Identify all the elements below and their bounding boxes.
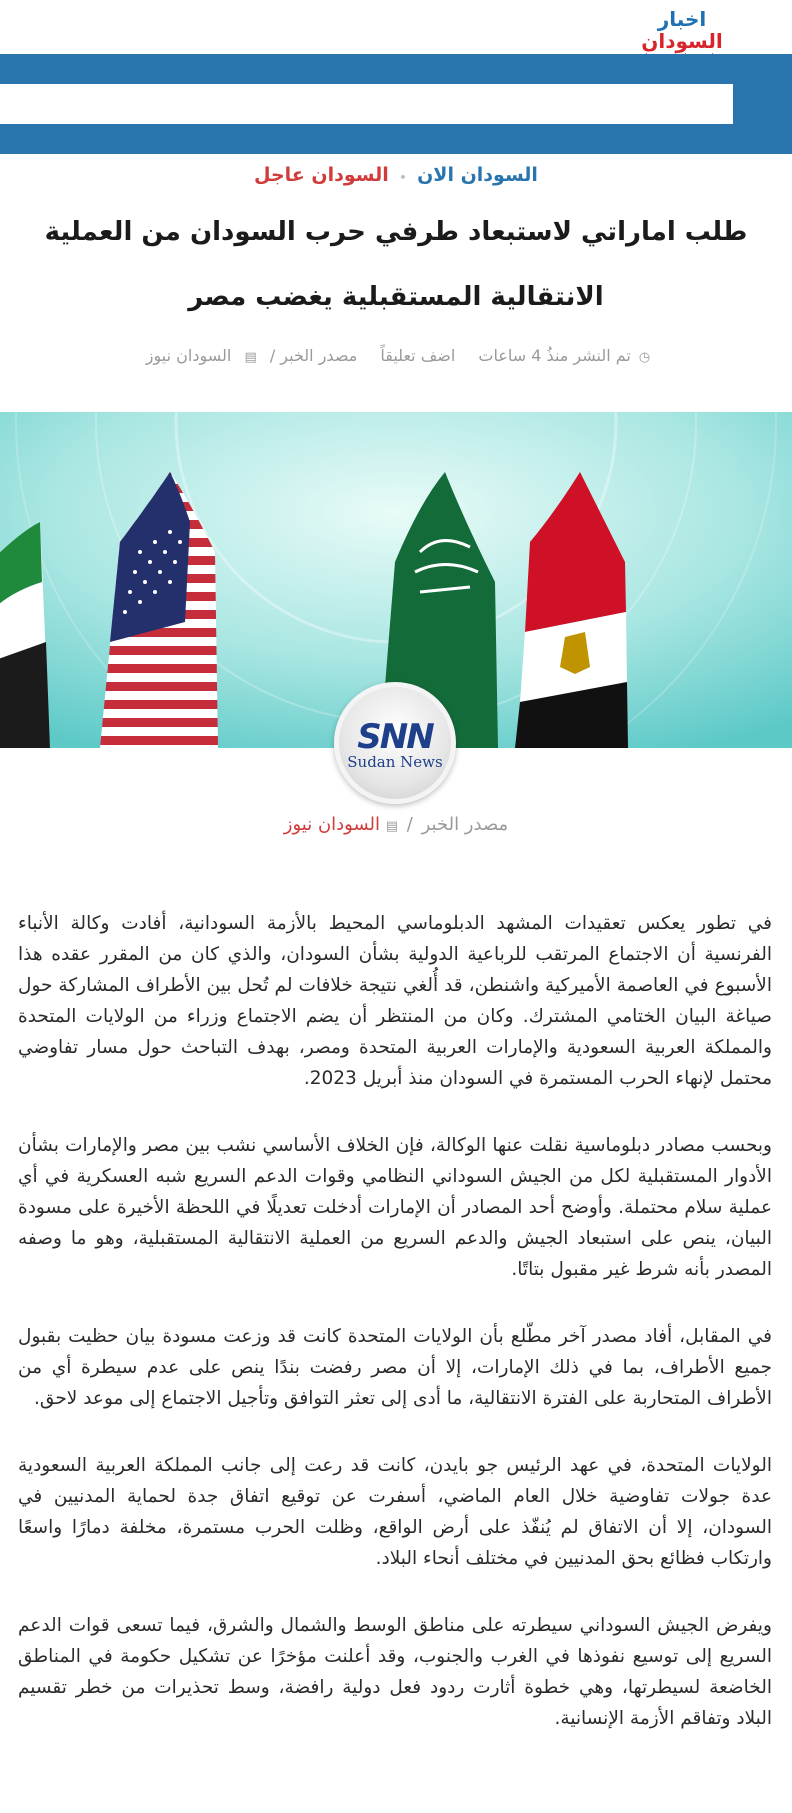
snn-logo-text: Sudan News <box>347 753 443 771</box>
article-paragraph: في تطور يعكس تعقيدات المشهد الدبلوماسي المحيط بالأزمة السودانية، أفادت وكالة الأنباء الفرنسية أن الاجتماع المرتقب للرباعية الدولية بشأن السودان، والذي كان من المقرر عقده هذا الأسبوع في العاصمة الأميركية واشنطن، قد أُلغي نتيجة خلافات لم تُحل بين الأطراف المشاركة حول صياغة البيان الختامي المشترك. وكان من المنتظر أن يضم الاجتماع وزراء من الولايات المتحدة والمملكة العربية السعودية والإمارات العربية المتحدة ومصر، بهدف التباحث حول مسار تفاوضي محتمل لإنهاء الحرب المستمرة في السودان منذ أبريل 2023. <box>18 913 772 1089</box>
site-logo[interactable] <box>627 7 737 53</box>
site-header <box>0 0 792 54</box>
breadcrumb <box>0 164 792 186</box>
article-paragraph: في المقابل، أفاد مصدر آخر مطّلع بأن الولايات المتحدة كانت قد وزعت مسودة بيان حظيت بقبول جميع الأطراف، بما في ذلك الإمارات، إلا أن مصر رفضت بندًا ينص على عدم سيطرة أي من الأطراف المتحاربة على الفترة الانتقالية، ما أدى إلى تعثر التوافق وتأجيل الاجتماع إلى موعد لاحق. <box>18 1326 772 1409</box>
article-body <box>18 908 772 1770</box>
newspaper-icon: ▤ <box>385 819 399 834</box>
article-meta <box>0 346 792 365</box>
banner-ad-slot <box>0 84 733 124</box>
newspaper-icon: ▤ <box>244 350 257 365</box>
article-paragraph: وبحسب مصادر دبلوماسية نقلت عنها الوكالة، فإن الخلاف الأساسي نشب بين مصر والإمارات بشأن الأدوار المستقبلية لكل من الجيش السوداني النظامي وقوات الدعم السريع شبه العسكرية في أي عملية سلام محتملة. وأوضح أحد المصادر أن الإمارات أدخلت تعديلًا في اللحظة الأخيرة على مسودة البيان، ينص على استبعاد الجيش والدعم السريع من العملية الانتقالية المستقبلية، وهو ما وصفه المصدر بأنه شرط غير مقبول بتاتًا. <box>18 1135 772 1280</box>
logo-title: اخبار السودان <box>641 7 723 53</box>
article-title: طلب اماراتي لاستبعاد طرفي حرب السودان من العملية الانتقالية المستقبلية يغضب مصر <box>44 217 748 312</box>
breadcrumb-separator: • <box>399 171 407 184</box>
image-source-line <box>0 814 792 835</box>
meta-published: ◷تم النشر منذُ 4 ساعات <box>478 346 651 365</box>
breadcrumb-sudan-now[interactable]: السودان الان <box>417 164 538 186</box>
sudan-news-avatar <box>334 682 456 804</box>
meta-source: مصدر الخبر / ▤ السودان نيوز <box>145 346 358 365</box>
breadcrumb-sudan-urgent[interactable]: السودان عاجل <box>254 164 389 186</box>
meta-comment-link[interactable]: اضف تعليقاً <box>380 346 456 365</box>
source-label: مصدر الخبر <box>421 814 509 835</box>
source-separator: / <box>406 814 413 835</box>
clock-icon: ◷ <box>638 350 651 365</box>
source-name-link[interactable]: السودان نيوز <box>283 814 381 835</box>
article-paragraph: ويفرض الجيش السوداني سيطرته على مناطق الوسط والشمال والشرق، فيما تسعى قوات الدعم السريع إلى توسيع نفوذها في الغرب والجنوب، وقد أعلنت مؤخرًا عن تشكيل حكومة في المناطق الخاضعة لسيطرتها، وهي خطوة أثارت ردود فعل دولية رافضة، وسط تحذيرات من خطر تقسيم البلاد وتفاقم الأزمة الإنسانية. <box>18 1615 772 1729</box>
snn-logo: SNN <box>357 717 433 757</box>
article-paragraph: الولايات المتحدة، في عهد الرئيس جو بايدن، كانت قد رعت إلى جانب المملكة العربية السعودية عدة جولات تفاوضية خلال العام الماضي، أسفرت عن توقيع اتفاق جدة لحماية المدنيين في السودان، إلا أن الاتفاق لم يُنفّذ على أرض الواقع، وظلت الحرب مستمرة، مخلفة دمارًا واسعًا وارتكاب فظائع بحق المدنيين في مختلف أنحاء البلاد. <box>18 1455 772 1569</box>
top-banner <box>0 54 792 154</box>
